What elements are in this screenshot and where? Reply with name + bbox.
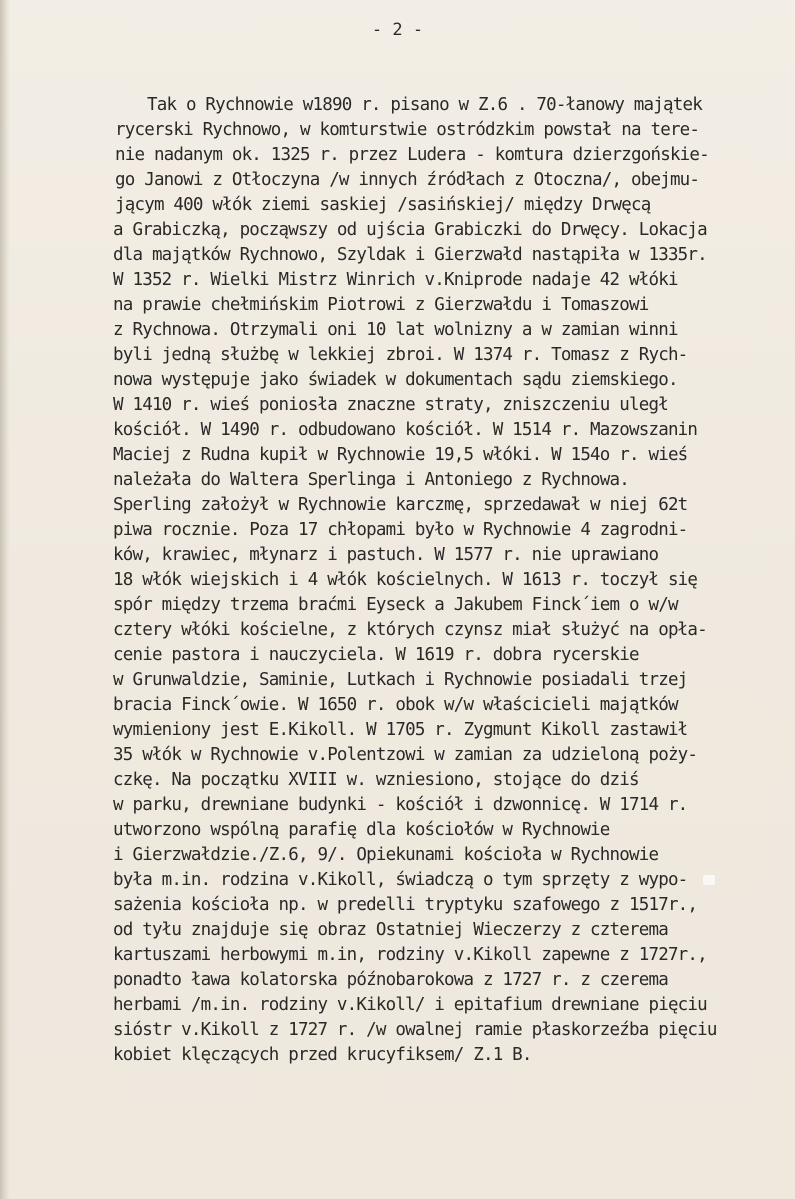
text-line: z Rychnowa. Otrzymali oni 10 lat wolnizny a w zamian winni bbox=[113, 320, 678, 340]
text-line: byli jedną służbę w lekkiej zbroi. W 1374 r. Tomasz z Rych- bbox=[113, 345, 688, 365]
text-line: rycerski Rychnowo, w komturstwie ostródzkim powstał na tere- bbox=[115, 120, 700, 140]
text-line: kobiet klęczących przed krucyfiksem/ Z.1 B. bbox=[113, 1045, 532, 1065]
text-line: należała do Waltera Sperlinga i Antoniego z Rychnowa. bbox=[113, 470, 630, 490]
text-line: Tak o Rychnowie w1890 r. pisano w Z.6 . 70-łanowy majątek bbox=[147, 95, 702, 115]
text-line: ków, krawiec, młynarz i pastuch. W 1577 r. nie uprawiano bbox=[113, 545, 659, 565]
text-line: nowa występuje jako świadek w dokumentach sądu ziemskiego. bbox=[113, 370, 678, 390]
text-line: kościół. W 1490 r. odbudowano kościół. W 1514 r. Mazowszanin bbox=[113, 420, 698, 440]
text-line: czkę. Na początku XVIII w. wzniesiono, stojące do dziś bbox=[113, 770, 639, 790]
text-line: Maciej z Rudna kupił w Rychnowie 19,5 włóki. W 154o r. wieś bbox=[113, 445, 688, 465]
text-line: nie nadanym ok. 1325 r. przez Ludera - komtura dzierzgońskie- bbox=[115, 145, 709, 165]
text-line: 35 włók w Rychnowie v.Polentzowi w zamian za udzieloną poży- bbox=[113, 745, 698, 765]
text-line: W 1352 r. Wielki Mistrz Winrich v.Kniprode nadaje 42 włóki bbox=[113, 270, 678, 290]
text-line: W 1410 r. wieś poniosła znaczne straty, zniszczeniu uległ bbox=[113, 395, 668, 415]
text-line: 18 włók wiejskich i 4 włók kościelnych. W 1613 r. toczył się bbox=[113, 570, 698, 590]
text-line: cenie pastora i nauczyciela. W 1619 r. dobra rycerskie bbox=[113, 645, 639, 665]
text-line: Sperling założył w Rychnowie karczmę, sprzedawał w niej 62t bbox=[113, 495, 688, 515]
page-number: - 2 - bbox=[371, 20, 424, 40]
text-line: spór między trzema braćmi Eyseck a Jakubem Finck´iem o w/w bbox=[113, 595, 678, 615]
text-line: sióstr v.Kikoll z 1727 r. /w owalnej ramie płaskorzeźba pięciu bbox=[113, 1020, 717, 1040]
text-line: sażenia kościoła np. w predelli tryptyku szafowego z 1517r., bbox=[113, 895, 698, 915]
text-line: w Grunwaldzie, Saminie, Lutkach i Rychnowie posiadali trzej bbox=[113, 670, 688, 690]
text-line: cztery włóki kościelne, z których czynsz miał służyć na opła- bbox=[113, 620, 707, 640]
text-line: w parku, drewniane budynki - kościół i dzwonnicę. W 1714 r. bbox=[113, 795, 688, 815]
text-line: bracia Finck´owie. W 1650 r. obok w/w właścicieli majątków bbox=[113, 695, 678, 715]
text-line: jącym 400 włók ziemi saskiej /sasińskiej/ między Drwęcą bbox=[115, 195, 651, 215]
text-line: wymieniony jest E.Kikoll. W 1705 r. Zygmunt Kikoll zastawił bbox=[113, 720, 688, 740]
text-line: na prawie chełmińskim Piotrowi z Gierzwałdu i Tomaszowi bbox=[113, 295, 649, 315]
text-line: kartuszami herbowymi m.in, rodziny v.Kikoll zapewne z 1727r., bbox=[113, 945, 707, 965]
text-line: ponadto ława kolatorska późnobarokowa z 1727 r. z czerema bbox=[113, 970, 668, 990]
text-line: utworzono wspólną parafię dla kościołów w Rychnowie bbox=[113, 820, 610, 840]
text-line: piwa rocznie. Poza 17 chłopami było w Rychnowie 4 zagrodni- bbox=[113, 520, 688, 540]
text-line: od tyłu znajduje się obraz Ostatniej Wieczerzy z czterema bbox=[113, 920, 668, 940]
text-line: go Janowi z Otłoczyna /w innych źródłach z Otoczna/, obejmu- bbox=[115, 170, 700, 190]
correction-mark bbox=[703, 875, 715, 885]
text-line: i Gierzwałdzie./Z.6, 9/. Opiekunami kościoła w Rychnowie bbox=[113, 845, 659, 865]
text-line: była m.in. rodzina v.Kikoll, świadczą o tym sprzęty z wypo- bbox=[113, 870, 688, 890]
text-line: a Grabiczką, począwszy od ujścia Grabiczki do Drwęcy. Lokacja bbox=[113, 220, 707, 240]
page-left-edge-shadow bbox=[0, 0, 10, 1199]
text-line: dla majątków Rychnowo, Szyldak i Gierzwałd nastąpiła w 1335r. bbox=[113, 245, 707, 265]
text-line: herbami /m.in. rodziny v.Kikoll/ i epitafium drewniane pięciu bbox=[113, 995, 707, 1015]
